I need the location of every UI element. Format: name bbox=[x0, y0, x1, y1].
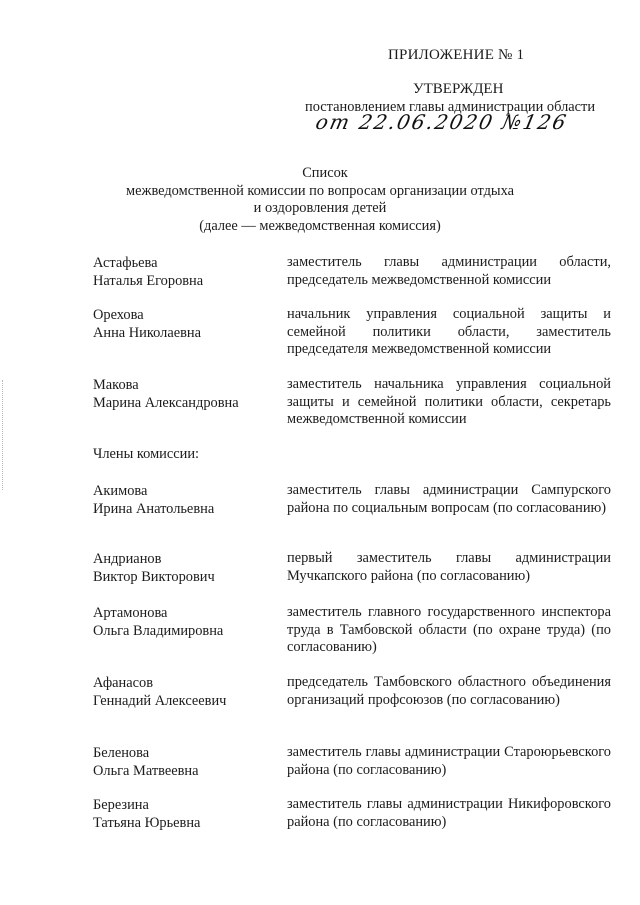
surname: Андрианов bbox=[93, 551, 162, 567]
surname: Березина bbox=[93, 797, 149, 813]
leadership-position: заместитель главы администрации области, председатель межведомственной комиссии bbox=[287, 254, 611, 288]
member-name bbox=[93, 744, 273, 780]
given-names: Виктор Викторович bbox=[93, 569, 215, 585]
members-heading: Члены комиссии: bbox=[93, 446, 200, 462]
member-name bbox=[93, 674, 273, 710]
leadership-name bbox=[93, 254, 273, 290]
surname: Артамонова bbox=[93, 605, 168, 621]
leadership-position: начальник управления социальной защиты и семейной политики области, заместитель председателя межведомственной комиссии bbox=[287, 306, 611, 357]
member-name bbox=[93, 796, 273, 832]
appendix-label: ПРИЛОЖЕНИЕ № 1 bbox=[388, 47, 525, 63]
surname: Беленова bbox=[93, 745, 150, 761]
scan-margin-marks bbox=[2, 380, 6, 490]
decree-text: постановлением главы администрации области bbox=[305, 99, 596, 115]
given-names: Татьяна Юрьевна bbox=[93, 815, 201, 831]
given-names: Ольга Матвеевна bbox=[93, 763, 199, 779]
member-position: первый заместитель главы администрации Мучкапского района (по согласованию) bbox=[287, 550, 611, 584]
title-line-2: межведомственной комиссии по вопросам организации отдыха bbox=[126, 182, 514, 199]
title-line-1: Список bbox=[302, 165, 348, 181]
member-name bbox=[93, 482, 273, 518]
title-line-4: (далее — межведомственная комиссия) bbox=[199, 217, 441, 234]
member-name bbox=[93, 604, 273, 640]
surname: Астафьева bbox=[93, 255, 158, 271]
member-position: заместитель главы администрации Сампурского района по социальным вопросам (по согласованию) bbox=[287, 482, 611, 516]
given-names: Геннадий Алексеевич bbox=[93, 693, 227, 709]
surname: Орехова bbox=[93, 307, 144, 323]
member-name bbox=[93, 550, 273, 586]
given-names: Марина Александровна bbox=[93, 395, 239, 411]
given-names: Ольга Владимировна bbox=[93, 623, 224, 639]
document-title bbox=[0, 165, 640, 235]
member-position: заместитель главы администрации Никифоровского района (по согласованию) bbox=[287, 796, 611, 830]
given-names: Наталья Егоровна bbox=[93, 273, 204, 289]
leadership-name bbox=[93, 306, 273, 342]
member-position: заместитель главного государственного инспектора труда в Тамбовской области (по охране труда) (по согласованию) bbox=[287, 604, 611, 655]
member-position: председатель Тамбовского областного объединения организаций профсоюзов (по согласованию) bbox=[287, 674, 611, 708]
title-line-3: и оздоровления детей bbox=[253, 200, 387, 216]
member-position: заместитель главы администрации Староюрьевского района (по согласованию) bbox=[287, 744, 611, 778]
leadership-position: заместитель начальника управления социальной защиты и семейной политики области, секретарь межведомственной комиссии bbox=[287, 376, 611, 427]
approved-label: УТВЕРЖДЕН bbox=[413, 81, 504, 97]
given-names: Анна Николаевна bbox=[93, 325, 201, 341]
surname: Макова bbox=[93, 377, 139, 393]
given-names: Ирина Анатольевна bbox=[93, 501, 215, 517]
handwritten-date-number: от 22.06.2020 №126 bbox=[313, 110, 571, 134]
surname: Акимова bbox=[93, 483, 148, 499]
leadership-name bbox=[93, 376, 273, 412]
surname: Афанасов bbox=[93, 675, 154, 691]
